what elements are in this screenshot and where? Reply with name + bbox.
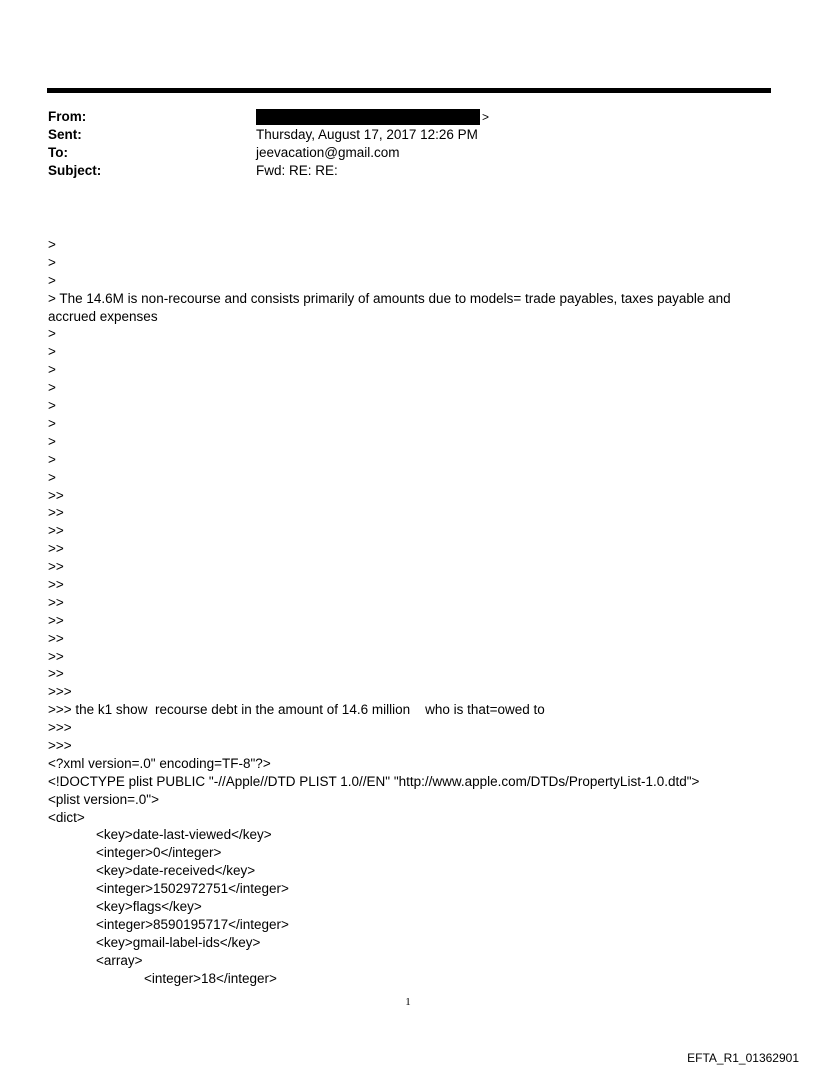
body-line: <plist version=.0"> bbox=[48, 791, 159, 807]
bates-number: EFTA_R1_01362901 bbox=[687, 1051, 799, 1065]
body-line: > bbox=[48, 469, 56, 485]
body-line: <dict> bbox=[48, 809, 85, 825]
from-label: From: bbox=[48, 109, 87, 124]
body-line: >> bbox=[48, 505, 64, 521]
body-line: >> bbox=[48, 523, 64, 539]
body-line: <key>gmail-label-ids</key> bbox=[96, 934, 261, 950]
body-line: <key>date-last-viewed</key> bbox=[96, 827, 272, 843]
body-line: <!DOCTYPE plist PUBLIC "-//Apple//DTD PLIST 1.0//EN" "http://www.apple.com/DTDs/PropertyList-1.0.dtd"> bbox=[48, 773, 700, 789]
email-body bbox=[48, 236, 768, 987]
header-rule bbox=[47, 88, 771, 93]
body-line: > bbox=[48, 254, 56, 270]
sent-label: Sent: bbox=[48, 127, 82, 142]
body-line: >> bbox=[48, 630, 64, 646]
body-line: > bbox=[48, 272, 56, 288]
body-line: > bbox=[48, 326, 56, 342]
subject-label: Subject: bbox=[48, 163, 102, 178]
body-line: >> bbox=[48, 594, 64, 610]
body-line: <key>date-received</key> bbox=[96, 863, 256, 879]
body-line: >>> the k1 show recourse debt in the amount of 14.6 million who is that=owed to bbox=[48, 702, 545, 718]
body-line: >> bbox=[48, 559, 64, 575]
sent-value: Thursday, August 17, 2017 12:26 PM bbox=[256, 127, 478, 142]
body-line: > bbox=[48, 362, 56, 378]
body-line: >>> bbox=[48, 737, 72, 753]
redaction-box bbox=[256, 109, 480, 125]
body-line: >> bbox=[48, 666, 64, 682]
body-line: >>> bbox=[48, 684, 72, 700]
to-value[interactable]: jeevacation@gmail.com bbox=[256, 145, 400, 160]
to-label: To: bbox=[48, 145, 68, 160]
body-line: <key>flags</key> bbox=[96, 899, 202, 914]
body-line: <array> bbox=[96, 952, 143, 968]
from-suffix: > bbox=[482, 110, 490, 124]
body-line: > bbox=[48, 451, 56, 467]
body-line: >> bbox=[48, 576, 64, 592]
body-line: > bbox=[48, 398, 56, 414]
subject-value: Fwd: RE: RE: bbox=[256, 163, 338, 178]
body-line: <?xml version=.0" encoding=TF-8"?> bbox=[48, 755, 271, 771]
body-line: > bbox=[48, 237, 56, 252]
body-line: > bbox=[48, 380, 56, 396]
body-line: > The 14.6M is non-recourse and consists primarily of amounts due to models= trade payables, taxes payable and accrued expenses bbox=[48, 290, 731, 324]
body-line: >> bbox=[48, 612, 64, 628]
body-line: <integer>18</integer> bbox=[144, 970, 277, 986]
body-line: > bbox=[48, 433, 56, 449]
body-line: > bbox=[48, 415, 56, 431]
body-line: <integer>1502972751</integer> bbox=[96, 881, 289, 897]
body-line: > bbox=[48, 344, 56, 360]
body-line: <integer>8590195717</integer> bbox=[96, 916, 289, 932]
body-line: <integer>0</integer> bbox=[96, 845, 222, 861]
body-line: >> bbox=[48, 487, 64, 503]
page-number: 1 bbox=[405, 996, 411, 1008]
body-line: >> bbox=[48, 541, 64, 557]
body-line: >>> bbox=[48, 720, 72, 736]
body-line: >> bbox=[48, 648, 64, 664]
